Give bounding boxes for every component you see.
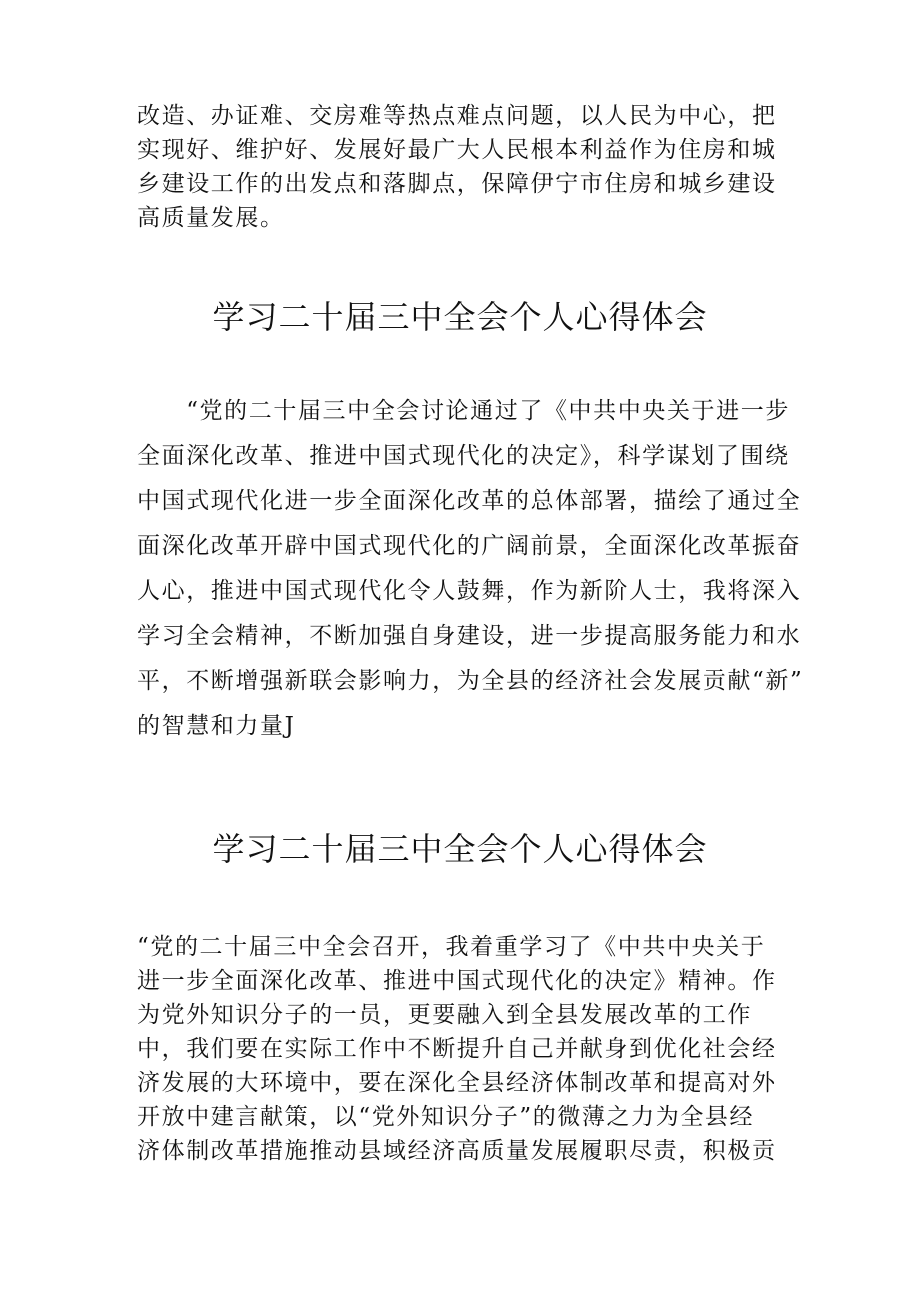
paragraph-line: 中，我们要在实际工作中不断提升自己并献身到优化社会经 (137, 1036, 777, 1062)
paragraph-line: 的智慧和力量J (137, 713, 296, 739)
paragraph-line: 为党外知识分子的一员，更要融入到全县发展改革的工作 (137, 1002, 752, 1028)
paragraph-line: 面深化改革开辟中国式现代化的广阔前景，全面深化改革振奋 (137, 533, 802, 559)
paragraph-line: 高质量发展。 (137, 205, 285, 231)
paragraph-line: 开放中建言献策，以“党外知识分子”的微薄之力为全县经 (137, 1104, 755, 1130)
section2-paragraph (137, 930, 797, 1168)
paragraph-line: 进一步全面深化改革、推进中国式现代化的决定》精神。作 (137, 968, 777, 994)
intro-paragraph (137, 99, 797, 235)
paragraph-line: 人心，推进中国式现代化令人鼓舞，作为新阶人士，我将深入 (137, 578, 802, 604)
paragraph-line: 乡建设工作的出发点和落脚点，保障伊宁市住房和城乡建设 (137, 171, 777, 197)
section-title: 学习二十届三中全会个人心得体会 (212, 830, 708, 868)
paragraph-line: 全面深化改革、推进中国式现代化的决定》，科学谋划了围绕 (137, 443, 790, 469)
paragraph-line: 济体制改革措施推动县域经济高质量发展履职尽责，积极贡 (137, 1138, 777, 1164)
paragraph-line: 中国式现代化进一步全面深化改革的总体部署，描绘了通过全 (137, 488, 802, 514)
paragraph-line: 济发展的大环境中，要在深化全县经济体制改革和提高对外 (137, 1070, 777, 1096)
paragraph-line: 平，不断增强新联会影响力，为全县的经济社会发展贡献“新” (137, 668, 804, 694)
section1-paragraph (137, 389, 804, 749)
paragraph-line: “党的二十届三中全会讨论通过了《中共中央关于进一步 (137, 398, 790, 424)
paragraph-line: “党的二十届三中全会召开，我着重学习了《中共中央关于 (137, 934, 766, 960)
paragraph-line: 学习全会精神，不断加强自身建设，进一步提高服务能力和水 (137, 623, 802, 649)
paragraph-line: 实现好、维护好、发展好最广大人民根本利益作为住房和城 (137, 137, 777, 163)
paragraph-line: 改造、办证难、交房难等热点难点问题，以人民为中心，把 (137, 103, 777, 129)
section-title: 学习二十届三中全会个人心得体会 (212, 298, 708, 336)
